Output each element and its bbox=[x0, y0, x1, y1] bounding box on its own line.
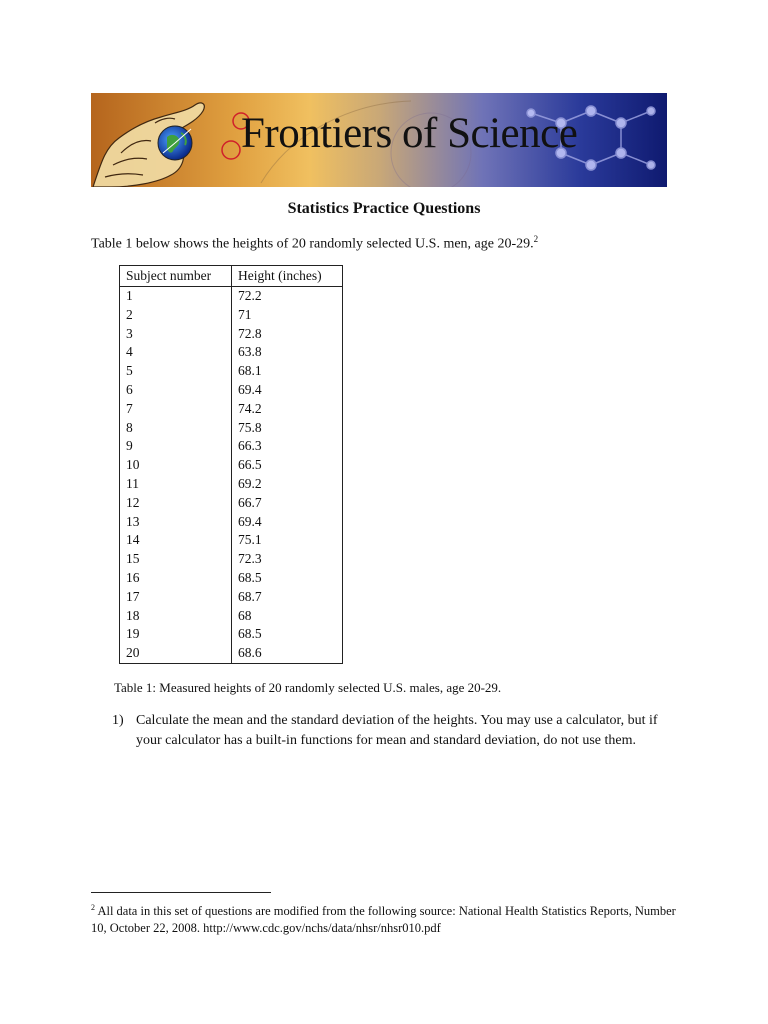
height-cell: 72.3 bbox=[232, 550, 343, 569]
heights-table bbox=[119, 265, 343, 664]
table-row bbox=[120, 362, 343, 381]
table-row bbox=[120, 306, 343, 325]
footnote-text: All data in this set of questions are modified from the following source: National Health Statistics Reports, Number 10, October 22, 2008. http://www.cdc.gov/nchs/data/nhsr/nhsr010.pdf bbox=[91, 904, 676, 936]
table-row bbox=[120, 494, 343, 513]
table-row bbox=[120, 343, 343, 362]
subject-number-cell: 14 bbox=[120, 531, 232, 550]
subject-number-cell: 7 bbox=[120, 400, 232, 419]
subject-number-cell: 3 bbox=[120, 325, 232, 344]
height-cell: 72.2 bbox=[232, 287, 343, 306]
table-row bbox=[120, 325, 343, 344]
footnote-reference: 2 bbox=[533, 234, 539, 244]
table-row bbox=[120, 644, 343, 663]
footnote-divider bbox=[91, 892, 271, 893]
height-cell: 66.3 bbox=[232, 437, 343, 456]
subject-number-cell: 15 bbox=[120, 550, 232, 569]
column-header-subject: Subject number bbox=[120, 266, 232, 287]
page-title: Statistics Practice Questions bbox=[287, 200, 481, 217]
height-cell: 69.2 bbox=[232, 475, 343, 494]
height-cell: 72.8 bbox=[232, 325, 343, 344]
subject-number-cell: 11 bbox=[120, 475, 232, 494]
question-number: 1) bbox=[112, 713, 124, 728]
frontiers-of-science-banner bbox=[91, 93, 667, 187]
height-cell: 63.8 bbox=[232, 343, 343, 362]
subject-number-cell: 13 bbox=[120, 513, 232, 532]
subject-number-cell: 1 bbox=[120, 287, 232, 306]
table-row bbox=[120, 531, 343, 550]
intro-paragraph bbox=[91, 234, 538, 253]
table-header-row bbox=[120, 266, 343, 287]
table-row bbox=[120, 475, 343, 494]
table-row bbox=[120, 456, 343, 475]
height-cell: 74.2 bbox=[232, 400, 343, 419]
height-cell: 68.7 bbox=[232, 588, 343, 607]
table-row bbox=[120, 513, 343, 532]
table-row bbox=[120, 287, 343, 306]
height-cell: 69.4 bbox=[232, 381, 343, 400]
height-cell: 68.6 bbox=[232, 644, 343, 663]
footnote bbox=[91, 899, 681, 937]
footnote-mark: 2 bbox=[91, 903, 95, 912]
table-row bbox=[120, 381, 343, 400]
subject-number-cell: 20 bbox=[120, 644, 232, 663]
subject-number-cell: 19 bbox=[120, 625, 232, 644]
subject-number-cell: 5 bbox=[120, 362, 232, 381]
question-text: Calculate the mean and the standard deviation of the heights. You may use a calculator, but if your calculator has a built-in functions for mean and standard deviation, do not use them. bbox=[136, 713, 658, 748]
table-row bbox=[120, 437, 343, 456]
table-row bbox=[120, 550, 343, 569]
subject-number-cell: 4 bbox=[120, 343, 232, 362]
subject-number-cell: 10 bbox=[120, 456, 232, 475]
subject-number-cell: 9 bbox=[120, 437, 232, 456]
height-cell: 68.5 bbox=[232, 625, 343, 644]
subject-number-cell: 2 bbox=[120, 306, 232, 325]
intro-text: Table 1 below shows the heights of 20 randomly selected U.S. men, age 20-29. bbox=[91, 236, 534, 252]
table-row bbox=[120, 569, 343, 588]
table-row bbox=[120, 588, 343, 607]
column-header-height: Height (inches) bbox=[232, 266, 343, 287]
height-cell: 68 bbox=[232, 607, 343, 626]
height-cell: 68.1 bbox=[232, 362, 343, 381]
subject-number-cell: 12 bbox=[120, 494, 232, 513]
subject-number-cell: 8 bbox=[120, 419, 232, 438]
height-cell: 69.4 bbox=[232, 513, 343, 532]
table-body bbox=[120, 287, 343, 664]
subject-number-cell: 6 bbox=[120, 381, 232, 400]
table-row bbox=[120, 625, 343, 644]
table-row bbox=[120, 400, 343, 419]
table-row bbox=[120, 607, 343, 626]
height-cell: 66.7 bbox=[232, 494, 343, 513]
height-cell: 68.5 bbox=[232, 569, 343, 588]
height-cell: 75.8 bbox=[232, 419, 343, 438]
table-row bbox=[120, 419, 343, 438]
height-cell: 75.1 bbox=[232, 531, 343, 550]
subject-number-cell: 17 bbox=[120, 588, 232, 607]
table-caption: Table 1: Measured heights of 20 randomly selected U.S. males, age 20-29. bbox=[114, 680, 502, 695]
height-cell: 66.5 bbox=[232, 456, 343, 475]
banner-title: Frontiers of Science bbox=[241, 110, 578, 157]
height-cell: 71 bbox=[232, 306, 343, 325]
subject-number-cell: 16 bbox=[120, 569, 232, 588]
subject-number-cell: 18 bbox=[120, 607, 232, 626]
